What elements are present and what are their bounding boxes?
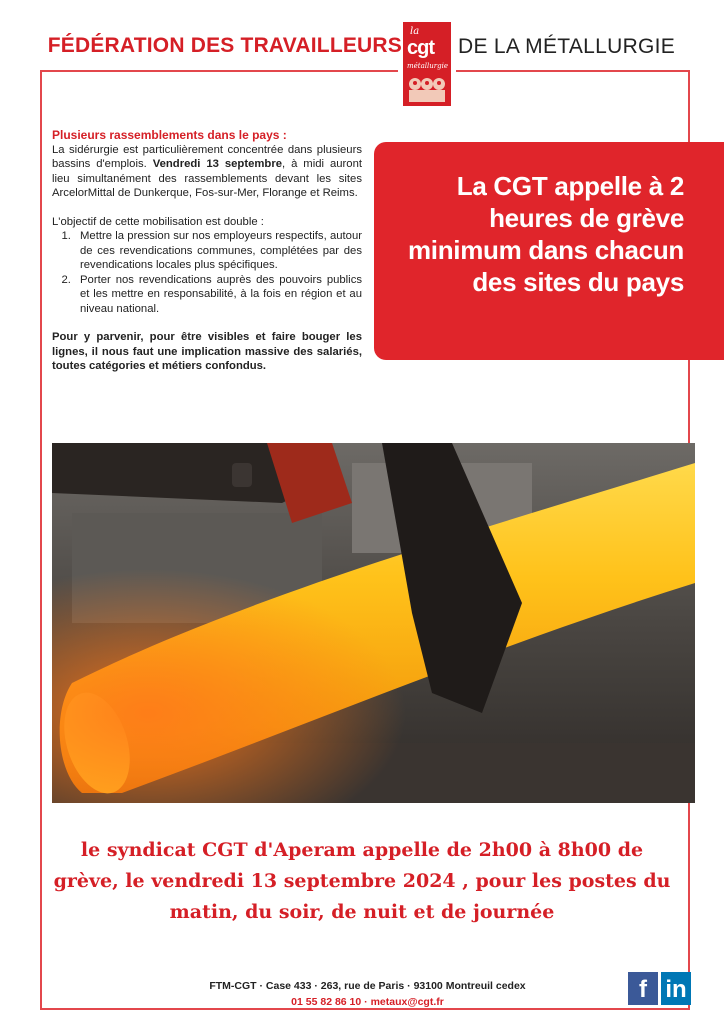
facebook-icon[interactable] xyxy=(628,972,658,1005)
objective-list xyxy=(52,229,362,316)
article-intro xyxy=(52,143,362,201)
steel-bar-photo xyxy=(52,443,695,803)
linkedin-label: in xyxy=(665,976,687,1003)
closing-paragraph: Pour y parvenir, pour être visibles et faire bouger les lignes, il nous faut une implication massive des salariés, toutes catégories et métiers confondus. xyxy=(52,331,362,372)
linkedin-icon[interactable] xyxy=(661,972,691,1005)
footer-contact[interactable]: 01 55 82 86 10 · metaux@cgt.fr xyxy=(291,996,444,1008)
cgt-logo xyxy=(403,22,451,106)
article-column xyxy=(52,128,362,374)
intro-text-1: La sidérurgie est particulièrement concentrée dans plusieurs bassins d'emplois. xyxy=(52,143,362,170)
intro-date: Vendredi 13 septembre xyxy=(152,158,282,170)
logo-la: la xyxy=(410,26,420,37)
federation-title: FÉDÉRATION DES TRAVAILLEURS xyxy=(47,34,402,57)
intro-text-2: , à midi auront lieu simultanément des rassemblements devant les sites ArcelorMittal de Dunkerque, Fos-sur-Mer, Florange et Reims. xyxy=(52,158,362,199)
logo-faces-icon xyxy=(407,74,447,102)
objective-heading: L'objectif de cette mobilisation est double : xyxy=(52,215,264,228)
callout-text: La CGT appelle à 2 heures de grève minimum dans chacun des sites du pays xyxy=(407,171,684,297)
list-item: 2. Porter nos revendications auprès des pouvoirs publics et les mettre en responsabilité, à la fois en région et au niveau national. xyxy=(74,273,362,317)
strike-notice: le syndicat CGT d'Aperam appelle de 2h00 à 8h00 de grève, le vendredi 13 septembre 2024 , pour les postes du matin, du soir, de nuit et de journée xyxy=(53,839,671,923)
logo-metallurgie: métallurgie xyxy=(407,62,448,70)
footer-address: FTM-CGT · Case 433 · 263, rue de Paris · 93100 Montreuil cedex xyxy=(209,980,526,992)
logo-cgt: cgt xyxy=(407,37,434,59)
article-subtitle: Plusieurs rassemblements dans le pays : xyxy=(52,128,287,142)
facebook-label: f xyxy=(639,976,647,1003)
callout-box xyxy=(374,142,724,360)
federation-sector: DE LA MÉTALLURGIE xyxy=(458,35,676,58)
list-item: 1. Mettre la pression sur nos employeurs respectifs, autour de ces revendications communes, complétées par des revendications locales plus spécifiques. xyxy=(74,229,362,273)
